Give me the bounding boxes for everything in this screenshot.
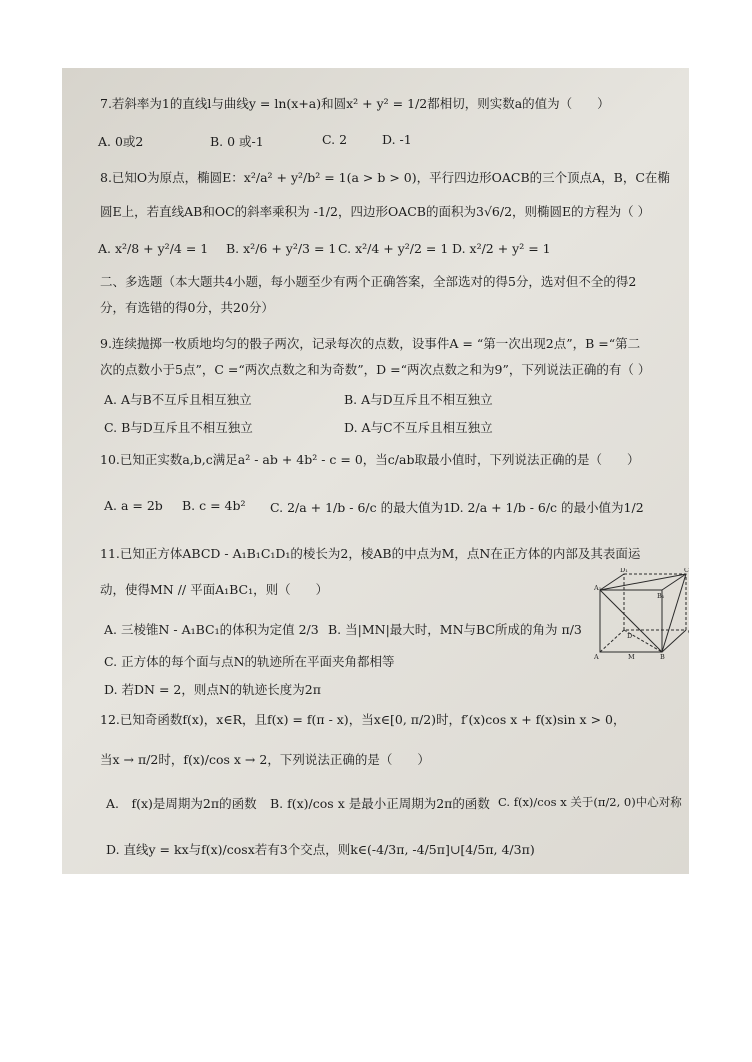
label-b1: B₁ (657, 592, 665, 600)
label-d: D (627, 632, 633, 640)
exam-page (62, 68, 693, 874)
q11-option-b: B. 当|MN|最大时，MN与BC所成的角为 π/3 (328, 622, 582, 637)
q7-option-b: B. 0 或-1 (210, 134, 264, 149)
cube-figure (594, 568, 693, 660)
q12-option-c: C. f(x)/cos x 关于(π/2, 0)中心对称 (498, 795, 682, 809)
label-a1: A₁ (594, 584, 602, 592)
label-a: A (594, 653, 599, 660)
label-m: M (628, 653, 635, 660)
q10-option-d: D. 2/a + 1/b - 6/c 的最小值为1/2 (450, 500, 644, 515)
q9-option-b: B. A与D互斥且不相互独立 (344, 392, 493, 407)
q12-option-a: A. f(x)是周期为2π的函数 (106, 796, 257, 811)
label-b: B (660, 653, 665, 660)
q10-option-a: A. a = 2b (104, 498, 163, 513)
q8-line1: 8.已知O为原点，椭圆E：x²/a² + y²/b² = 1(a > b > 0)，平行四边形OACB的三个顶点A，B，C在椭 (100, 170, 670, 185)
q11-option-d: D. 若DN = 2，则点N的轨迹长度为2π (104, 682, 321, 697)
q9-option-a: A. A与B不互斥且相互独立 (104, 392, 252, 407)
q11-option-c: C. 正方体的每个面与点N的轨迹所在平面夹角都相等 (104, 654, 395, 669)
q9-option-d: D. A与C不互斥且相互独立 (344, 420, 493, 435)
section2-line1: 二、多选题（本大题共4小题，每小题至少有两个正确答案，全部选对的得5分，选对但不全的得2 (100, 274, 637, 289)
q7-option-a: A. 0或2 (98, 134, 144, 149)
q9-line2: 次的点数小于5点”，C =“两次点数之和为奇数”，D =“两次点数之和为9”，下列说法正确的有（ ） (100, 362, 651, 377)
q8-option-d: D. x²/2 + y² = 1 (452, 241, 551, 256)
edge-b-c1 (662, 574, 686, 652)
q7-option-d: D. -1 (382, 132, 412, 147)
edge-a1-b (600, 590, 662, 652)
q8-option-c: C. x²/4 + y²/2 = 1 (338, 241, 449, 256)
q11-line1: 11.已知正方体ABCD - A₁B₁C₁D₁的棱长为2，棱AB的中点为M，点N在正方体的内部及其表面运 (100, 546, 641, 561)
q9-line1: 9.连续抛掷一枚质地均匀的骰子两次，记录每次的点数，设事件A = “第一次出现2点”，B =“第二 (100, 336, 641, 351)
q8-line2: 圆E上，若直线AB和OC的斜率乘积为 -1/2，四边形OACB的面积为3√6/2，则椭圆E的方程为（ ） (100, 204, 651, 219)
q10-option-b: B. c = 4b² (182, 498, 246, 513)
section2-line2: 分，有选错的得0分，共20分） (100, 300, 274, 315)
q10-stem: 10.已知正实数a,b,c满足a² - ab + 4b² - c = 0，当c/ab取最小值时，下列说法正确的是（ ） (100, 452, 640, 467)
cube-back-face (624, 574, 686, 630)
label-c: C (688, 628, 693, 636)
edge-a-d (600, 630, 624, 652)
label-c1: C₁ (684, 568, 692, 574)
q8-option-a: A. x²/8 + y²/4 = 1 (98, 241, 209, 256)
q12-line1: 12.已知奇函数f(x)，x∈R，且f(x) = f(π - x)，当x∈[0, π/2)时，f′(x)cos x + f(x)sin x > 0， (100, 712, 626, 727)
q12-line2: 当x → π/2时，f(x)/cos x → 2，下列说法正确的是（ ） (100, 752, 430, 767)
q7-option-c: C. 2 (322, 132, 348, 147)
q12-option-d: D. 直线y = kx与f(x)/cosx若有3个交点，则k∈(-4/3π, -4/5π]∪[4/5π, 4/3π) (106, 842, 535, 857)
q10-option-c: C. 2/a + 1/b - 6/c 的最大值为1 (270, 500, 452, 515)
q9-option-c: C. B与D互斥且不相互独立 (104, 420, 253, 435)
label-d1: D₁ (620, 568, 628, 574)
q12-option-b: B. f(x)/cos x 是最小正周期为2π的函数 (270, 796, 490, 811)
q11-option-a: A. 三棱锥N - A₁BC₁的体积为定值 2/3 (104, 622, 319, 637)
q8-option-b: B. x²/6 + y²/3 = 1 (226, 241, 337, 256)
q7-stem (100, 96, 610, 112)
q7-stem-text: 7.若斜率为1的直线l与曲线y = ln(x+a)和圆x² + y² = 1/2都相切，则实数a的值为（ ） (100, 96, 610, 111)
q11-line2: 动，使得MN // 平面A₁BC₁，则（ ） (100, 582, 329, 597)
